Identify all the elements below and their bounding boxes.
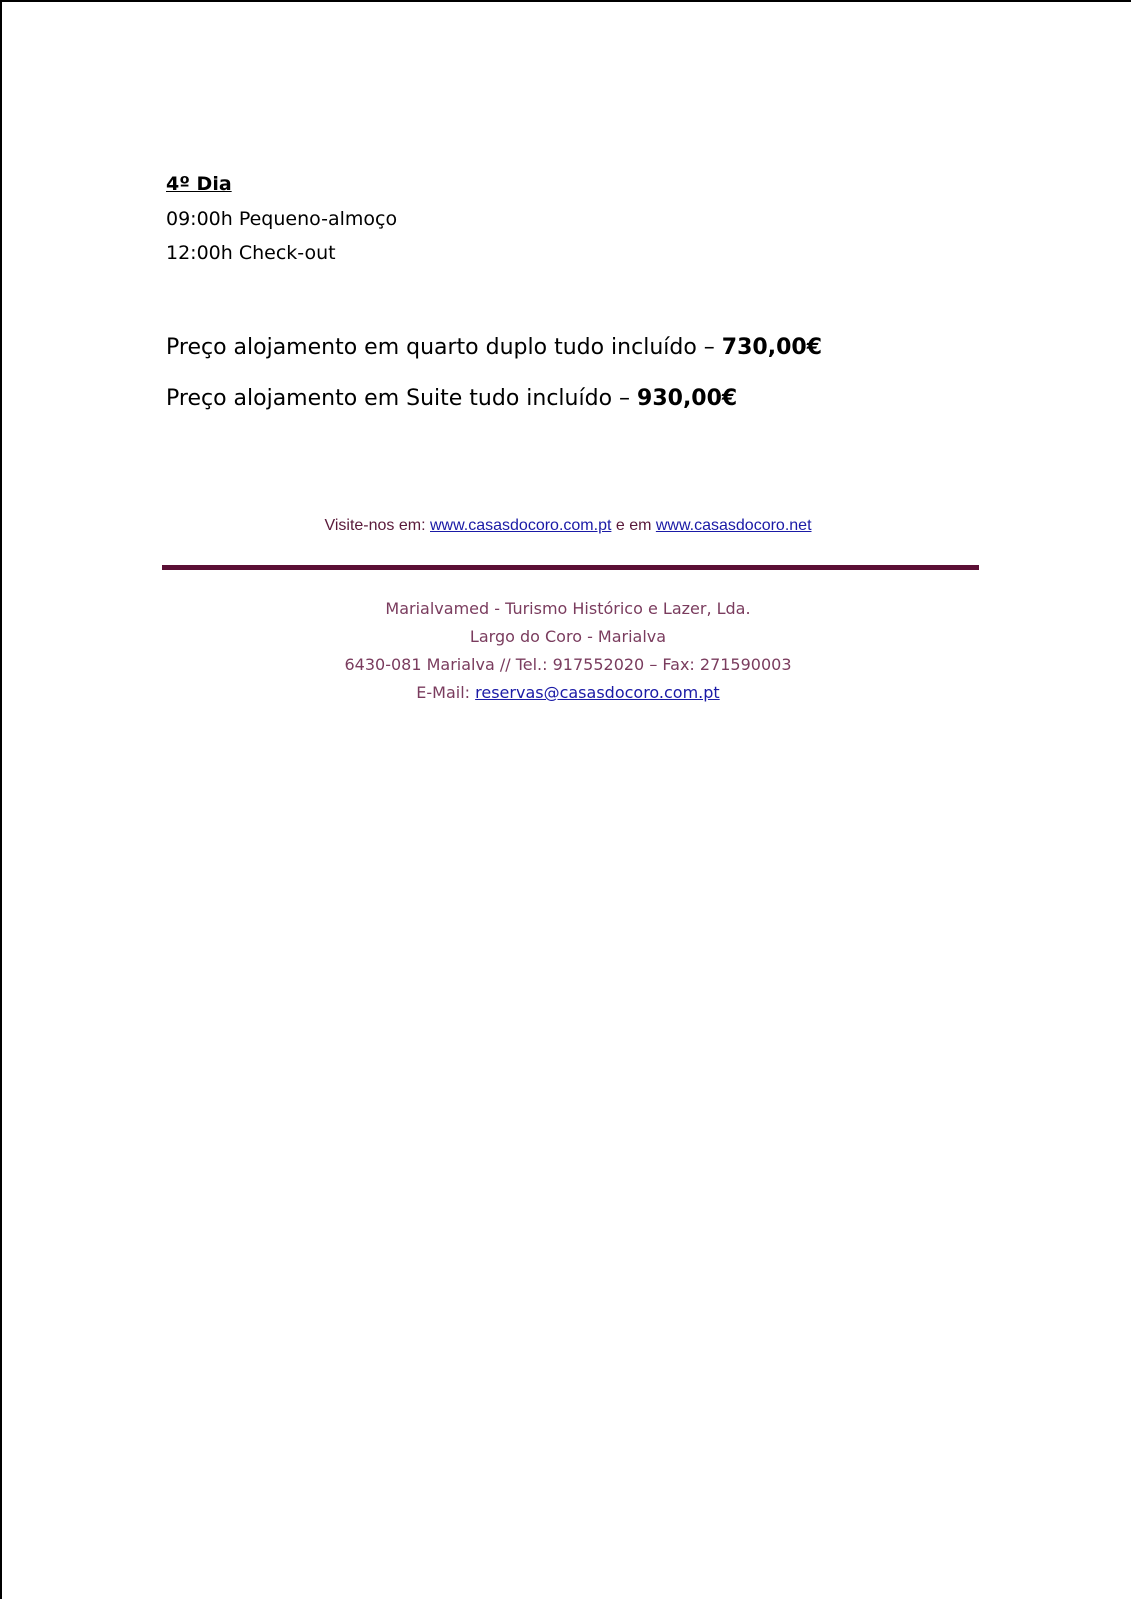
price-double-room-value: 730,00€ (721, 335, 822, 360)
price-double-room-label: Preço alojamento em quarto duplo tudo incluído – (166, 335, 722, 360)
email-link[interactable]: reservas@casasdocoro.com.pt (475, 683, 720, 702)
footer-divider (162, 565, 979, 570)
price-suite-label: Preço alojamento em Suite tudo incluído – (166, 386, 638, 411)
visit-line (2, 517, 1132, 535)
footer-address: Largo do Coro - Marialva (469, 627, 667, 646)
footer-contact: 6430-081 Marialva // Tel.: 917552020 – Fax: 271590003 (344, 655, 792, 674)
day-heading: 4º Dia (166, 173, 232, 195)
price-double-room (166, 335, 822, 360)
visit-prefix: Visite-nos em: (324, 517, 430, 534)
footer-email-prefix: E-Mail: (416, 683, 476, 702)
price-suite-value: 930,00€ (637, 386, 738, 411)
schedule-item-checkout: 12:00h Check-out (166, 242, 336, 264)
schedule-item-breakfast: 09:00h Pequeno-almoço (166, 208, 398, 230)
footer-company: Marialvamed - Turismo Histórico e Lazer, Lda. (385, 599, 751, 618)
footer-email-line (2, 683, 1132, 702)
website-link-net[interactable]: www.casasdocoro.net (655, 517, 812, 534)
website-link-pt[interactable]: www.casasdocoro.com.pt (430, 517, 612, 534)
price-suite (166, 386, 737, 411)
visit-middle: e em (611, 517, 656, 534)
